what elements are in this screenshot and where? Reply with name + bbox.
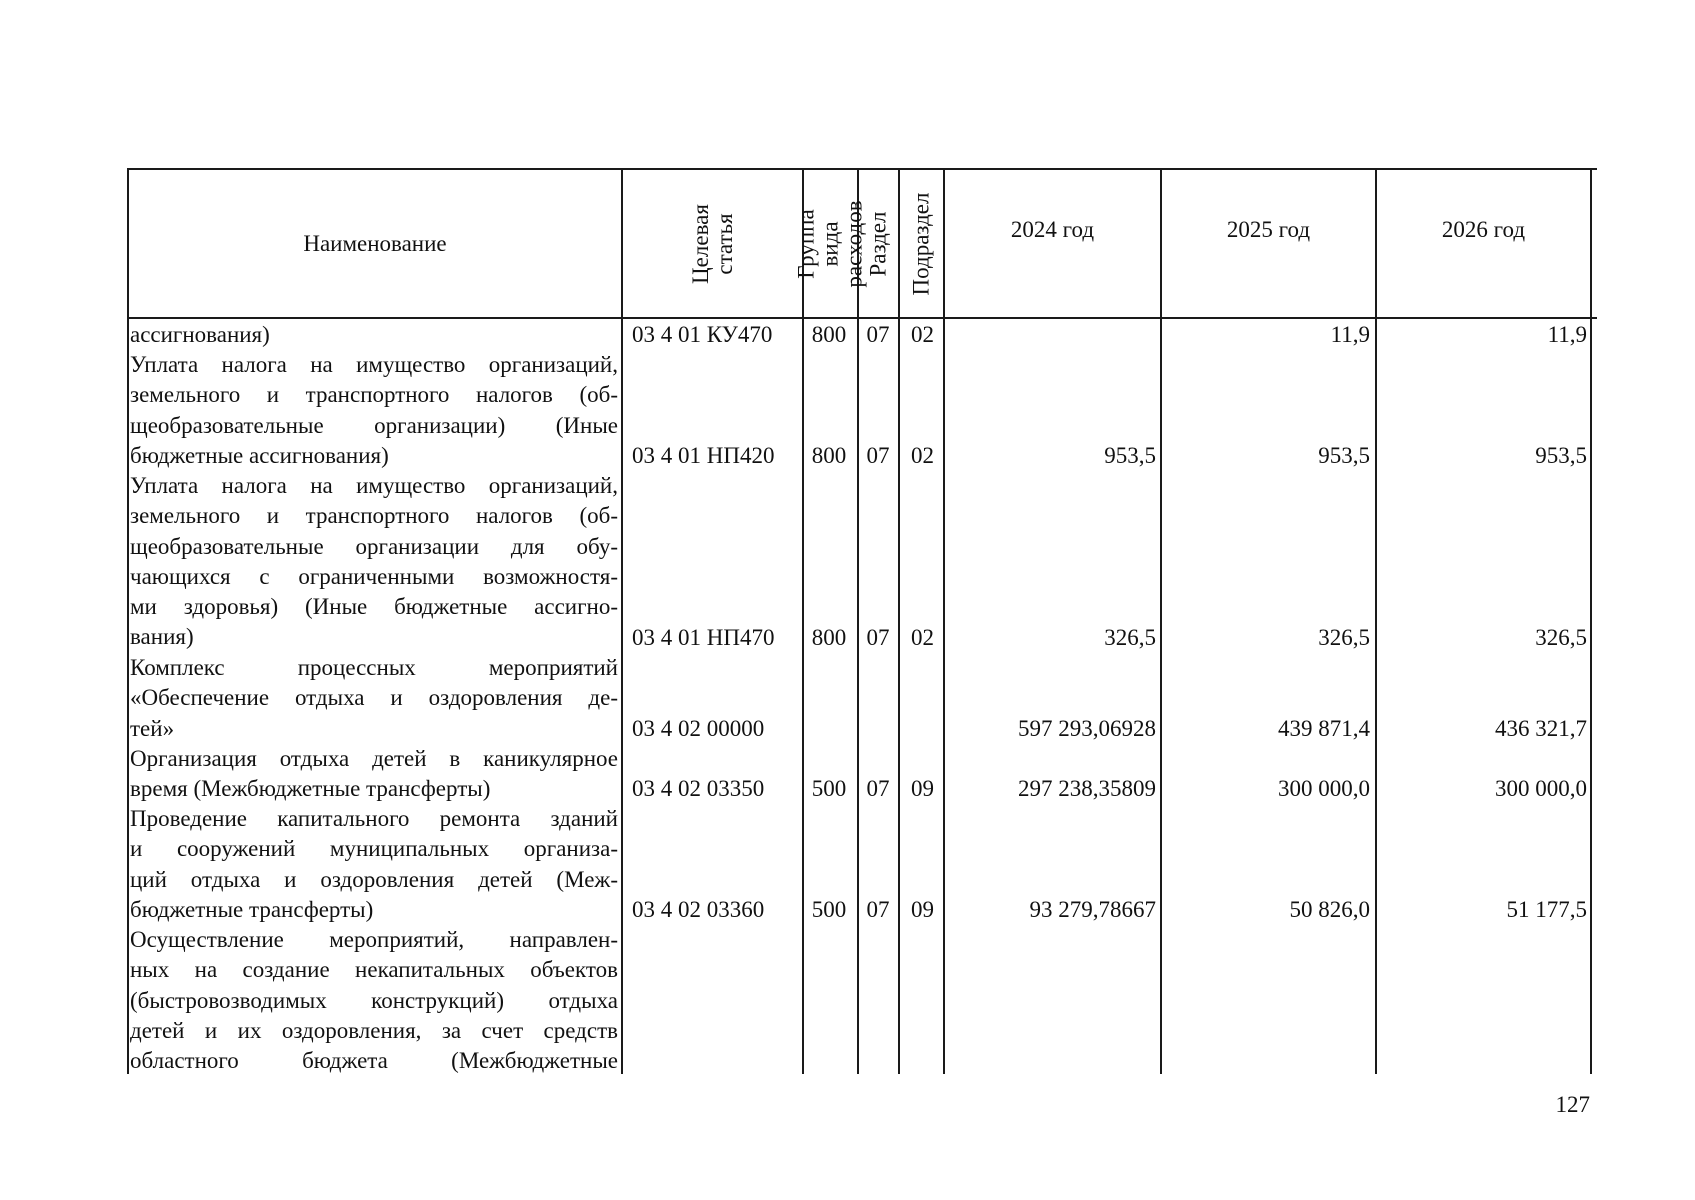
- description-line: бюджетные трансферты): [130, 896, 374, 922]
- row-target-code: 03 4 01 НП420: [632, 443, 775, 468]
- row-amount-2024: 297 238,35809: [1018, 776, 1156, 801]
- row-expense-group: 500: [811, 776, 847, 801]
- description-line: Проведение капитального ремонта зданий: [130, 806, 618, 831]
- row-subsection: 02: [911, 443, 934, 468]
- description-line: ций отдыха и оздоровления детей (Меж-: [130, 866, 618, 892]
- row-amount-2026: 11,9: [1547, 322, 1587, 347]
- row-amount-2025: 300 000,0: [1278, 776, 1370, 801]
- row-subsection: 02: [911, 322, 934, 347]
- description-line: Уплата налога на имущество организаций,: [130, 473, 618, 498]
- row-description: [130, 744, 618, 805]
- row-amount-2026: 51 177,5: [1506, 897, 1587, 922]
- row-subsection: 09: [911, 776, 934, 801]
- column-border: [1590, 168, 1592, 1074]
- description-line: земельного и транспортного налогов (об-: [130, 503, 618, 529]
- row-subsection: 02: [911, 625, 934, 650]
- row-section: 07: [866, 625, 890, 650]
- row-section: 07: [866, 776, 890, 801]
- row-amount-2026: 326,5: [1535, 625, 1587, 650]
- description-line: Организация отдыха детей в каникулярное: [130, 746, 618, 771]
- row-amount-2025: 953,5: [1318, 443, 1370, 468]
- header-year-2024: 2024 год: [1010, 217, 1095, 242]
- row-amount-2025: 50 826,0: [1289, 897, 1370, 922]
- row-target-code: 03 4 02 00000: [632, 716, 765, 741]
- row-target-code: 03 4 02 03350: [632, 776, 765, 801]
- row-expense-group: 800: [811, 322, 847, 347]
- row-amount-2025: 11,9: [1330, 322, 1370, 347]
- row-target-code: 03 4 02 03360: [632, 897, 765, 922]
- description-line: Уплата налога на имущество организаций,: [130, 352, 618, 377]
- description-line: ми здоровья) (Иные бюджетные ассигно-: [130, 594, 618, 620]
- row-description: [130, 320, 618, 350]
- row-amount-2024: 597 293,06928: [1018, 716, 1156, 741]
- column-border: [1375, 168, 1377, 1074]
- row-amount-2024: 326,5: [1104, 625, 1156, 650]
- description-line: щеобразовательные организации) (Иные: [130, 412, 618, 438]
- row-description: [130, 925, 618, 1076]
- description-line: областного бюджета (Межбюджетные: [130, 1048, 618, 1074]
- row-description: [130, 653, 618, 744]
- description-line: вания): [130, 624, 194, 650]
- description-line: тей»: [130, 715, 175, 741]
- description-line: бюджетные ассигнования): [130, 442, 389, 468]
- header-target-article: Целевая статья: [687, 203, 737, 284]
- description-line: (быстровозводимых конструкций) отдыха: [130, 987, 618, 1013]
- header-year-2026: 2026 год: [1441, 217, 1526, 242]
- row-description: [130, 350, 618, 471]
- row-target-code: 03 4 01 КУ470: [632, 322, 773, 347]
- row-expense-group: 800: [811, 625, 847, 650]
- row-amount-2026: 436 321,7: [1495, 716, 1587, 741]
- row-amount-2024: 953,5: [1104, 443, 1156, 468]
- row-description: [130, 804, 618, 925]
- row-expense-group: 500: [811, 897, 847, 922]
- row-amount-2026: 300 000,0: [1495, 776, 1587, 801]
- description-line: Комплекс процессных мероприятий: [130, 655, 618, 680]
- row-section: 07: [866, 897, 890, 922]
- row-amount-2024: 93 279,78667: [1029, 897, 1156, 922]
- header-section: Раздел: [865, 210, 891, 277]
- description-line: щеобразовательные организации для обу-: [130, 533, 618, 559]
- description-line: время (Межбюджетные трансферты): [130, 776, 491, 802]
- header-name: Наименование: [303, 230, 447, 256]
- row-amount-2026: 953,5: [1535, 443, 1587, 468]
- description-line: ассигнования): [130, 322, 270, 347]
- row-subsection: 09: [911, 897, 934, 922]
- description-line: детей и их оздоровления, за счет средств: [130, 1017, 618, 1043]
- header-expense-group: Группа вида расходов: [793, 199, 867, 288]
- row-amount-2024: [948, 320, 1156, 350]
- description-line: и сооружений муниципальных организа-: [130, 836, 618, 862]
- page-number: 127: [1555, 1092, 1590, 1117]
- header-year-2025: 2025 год: [1226, 217, 1311, 242]
- row-section: 07: [866, 322, 890, 347]
- row-target-code: 03 4 01 НП470: [632, 625, 775, 650]
- description-line: земельного и транспортного налогов (об-: [130, 382, 618, 408]
- header-subsection: Подраздел: [908, 192, 934, 295]
- row-amount-2025: 326,5: [1318, 625, 1370, 650]
- row-expense-group: 800: [811, 443, 847, 468]
- row-section: 07: [866, 443, 890, 468]
- description-line: Осуществление мероприятий, направлен-: [130, 927, 618, 952]
- column-border: [1160, 168, 1162, 1074]
- description-line: «Обеспечение отдыха и оздоровления де-: [130, 685, 618, 711]
- description-line: чающихся с ограниченными возможностя-: [130, 563, 618, 589]
- description-line: ных на создание некапитальных объектов: [130, 957, 618, 983]
- column-border: [943, 168, 945, 1074]
- row-amount-2025: 439 871,4: [1278, 716, 1370, 741]
- row-description: [130, 471, 618, 653]
